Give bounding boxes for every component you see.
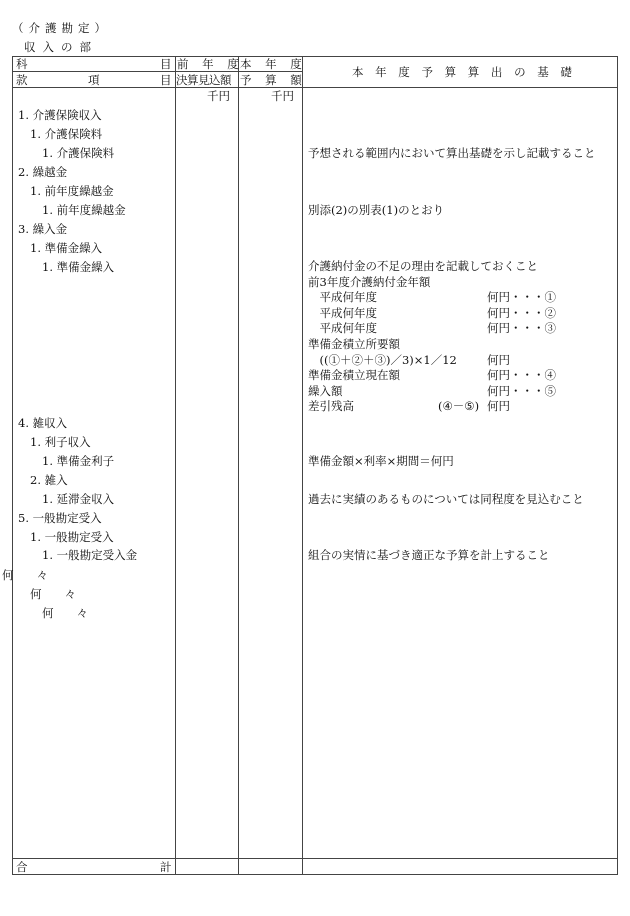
header-basis: 本 年 度 予 算 算 出 の 基 礎 <box>352 65 576 79</box>
header-moku: 目 <box>160 57 172 71</box>
basis-interest: 準備金額×利率×期間＝何円 <box>308 454 454 468</box>
basis-line: 差引残高 <box>308 399 354 414</box>
list-item: 1. 前年度繰越金 <box>42 203 126 217</box>
basis-amount: 何円 <box>487 352 510 367</box>
basis-premium: 予想される範囲内において算出基礎を示し記載すること <box>308 146 596 160</box>
list-item: 1. 準備金利子 <box>42 454 115 468</box>
list-item: 何 々 <box>30 587 76 601</box>
total-label: 合 <box>16 860 28 874</box>
list-item: 何 々 <box>42 606 88 620</box>
basis-formula: (④－⑤) <box>438 399 480 414</box>
basis-general: 組合の実情に基づき適正な予算を計上すること <box>308 548 550 562</box>
basis-amount: 何円・・・② <box>487 305 556 320</box>
header-moku-2: 目 <box>160 73 172 87</box>
list-item: 何 々 <box>2 568 48 582</box>
header-budget: 予 算 額 <box>240 73 307 87</box>
basis-line: 平成何年度 <box>308 305 377 320</box>
header-prev-estimate: 決算見込額 <box>176 73 231 87</box>
list-item: 4. 雑収入 <box>18 416 68 430</box>
basis-amount: 何円・・・⑤ <box>487 383 556 398</box>
header-kamoku: 科 <box>16 57 28 71</box>
basis-amount: 何円・・・③ <box>487 321 556 336</box>
total-label-end: 計 <box>160 860 172 874</box>
header-kou: 項 <box>88 73 100 87</box>
basis-line: 前3年度介護納付金年額 <box>308 274 431 289</box>
section-heading: 収入の部 <box>24 40 98 54</box>
unit-label: 千円 <box>207 89 230 103</box>
basis-line: 繰入額 <box>308 383 343 398</box>
list-item: 1. 延滞金収入 <box>42 492 115 506</box>
list-item: 1. 準備金繰入 <box>30 241 103 255</box>
list-item: 1. 一般勘定受入 <box>30 530 114 544</box>
basis-amount: 何円・・・④ <box>487 368 556 383</box>
basis-line: ((①＋②＋③)／3)×1／12 <box>308 352 457 367</box>
basis-late-fee: 過去に実績のあるものについては同程度を見込むこと <box>308 492 584 506</box>
header-this-year: 本 年 度 <box>240 57 307 71</box>
list-item: 2. 繰越金 <box>18 165 68 179</box>
basis-line: 準備金積立現在額 <box>308 368 400 383</box>
basis-line: 平成何年度 <box>308 290 377 305</box>
header-prev-year: 前 年 度 <box>177 57 244 71</box>
list-item: 1. 一般勘定受入金 <box>42 548 138 562</box>
list-item: 2. 雑入 <box>30 473 68 487</box>
list-item: 1. 介護保険収入 <box>18 108 102 122</box>
list-item: 1. 介護保険料 <box>42 146 115 160</box>
list-item: 1. 利子収入 <box>30 435 91 449</box>
basis-carryover: 別添(2)の別表(1)のとおり <box>308 203 445 217</box>
list-item: 1. 前年度繰越金 <box>30 184 114 198</box>
header-kan: 款 <box>16 73 28 87</box>
list-item: 3. 繰入金 <box>18 222 68 236</box>
basis-amount: 何円 <box>487 399 510 414</box>
list-item: 1. 準備金繰入 <box>42 260 115 274</box>
list-item: 5. 一般勘定受入 <box>18 511 102 525</box>
basis-line: 準備金積立所要額 <box>308 337 400 351</box>
account-heading: （介護勘定） <box>12 21 111 35</box>
basis-line: 平成何年度 <box>308 321 377 336</box>
basis-amount: 何円・・・① <box>487 290 556 305</box>
list-item: 1. 介護保険料 <box>30 127 103 141</box>
unit-label: 千円 <box>271 89 294 103</box>
basis-line: 介護納付金の不足の理由を記載しておくこと <box>308 259 538 273</box>
